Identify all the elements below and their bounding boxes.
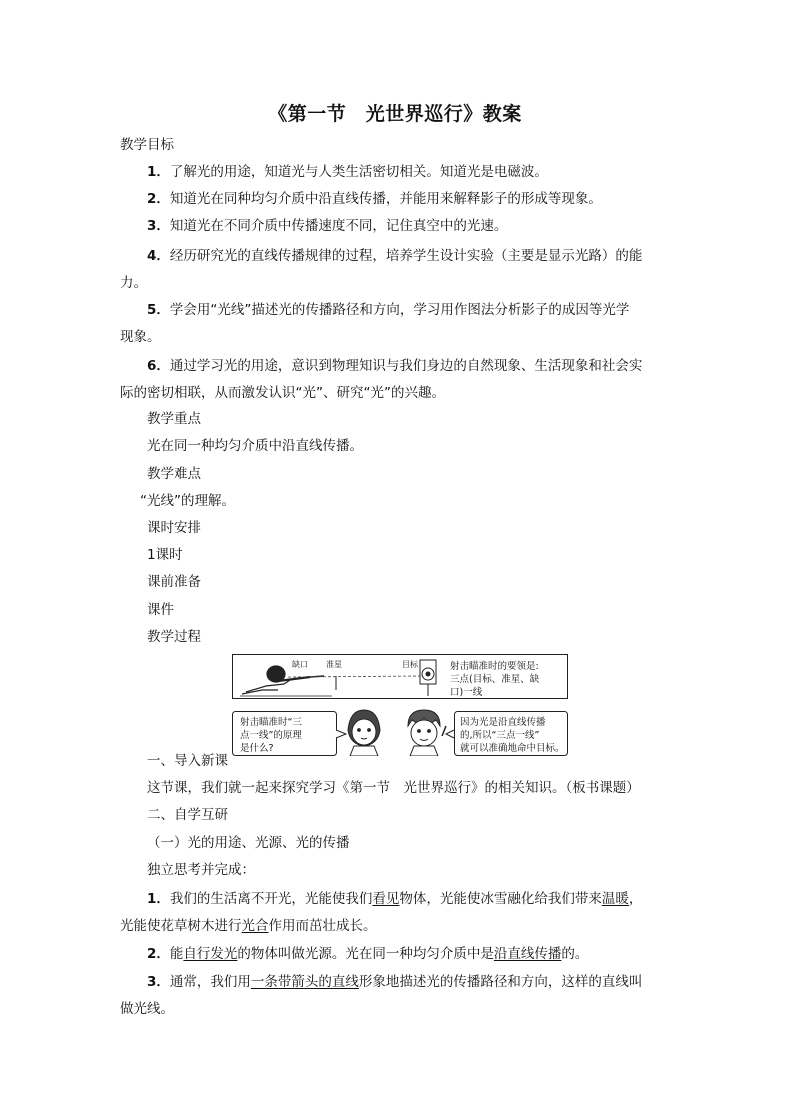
goal-number: 5． (147, 302, 170, 318)
question-number: 1． (147, 891, 170, 907)
goal-text: 经历研究光的直线传播规律的过程，培养学生设计实验（主要是显示光路）的能 (169, 248, 643, 264)
question-item (147, 969, 672, 996)
page-title: 《第一节 光世界巡行》教案 (268, 103, 522, 125)
question-item-continued (120, 913, 672, 940)
tip-line: 射击瞄准时的要领是: (450, 661, 539, 672)
question-text: 形象地描述光的传播路径和方向，这样的直线叫 (358, 974, 643, 990)
answer-blank: 沿直线传播 (493, 946, 562, 962)
question-text: 的。 (561, 946, 589, 962)
goal-text: 学会用“光线”描述光的传播路径和方向，学习用作图法分析影子的成因等光学 (169, 302, 630, 318)
question-item (147, 886, 672, 913)
prep-text: 课件 (147, 602, 174, 618)
goal-number: 3． (147, 218, 170, 234)
question-text: 作用而茁壮成长。 (268, 918, 377, 934)
answer-blank: 一条带箭头的直线 (250, 974, 359, 990)
goal-text: 知道光在不同介质中传播速度不同，记住真空中的光速。 (169, 218, 508, 234)
prep-heading: 课前准备 (147, 574, 201, 590)
goal-text-continued: 际的密切相联，从而激发认识“光”、研究“光”的兴趣。 (120, 385, 445, 401)
section-heading: 二、自学互研 (147, 807, 228, 823)
goal-item (147, 213, 672, 240)
question-number: 2． (147, 946, 170, 962)
instruction-text: 独立思考并完成： (147, 862, 255, 878)
question-line: 射击瞄准时“三 (240, 717, 302, 728)
goal-item (147, 297, 672, 324)
question-line: 是什么? (240, 743, 274, 754)
question-item-continued: 做光线。 (120, 1001, 174, 1017)
question-number: 3． (147, 974, 170, 990)
goal-text-continued: 现象。 (120, 329, 161, 345)
goal-text: 通过学习光的用途，意识到物理知识与我们身边的自然现象、生活现象和社会实 (169, 358, 643, 374)
shooting-aim-illustration (232, 654, 568, 756)
answer-line: 就可以准确地命中目标。 (460, 743, 565, 754)
question-text: 能 (169, 946, 184, 962)
schedule-heading: 课时安排 (147, 520, 201, 536)
tip-line: 口)一线 (450, 687, 483, 698)
subsection-heading: （一）光的用途、光源、光的传播 (147, 835, 350, 851)
question-item (147, 941, 672, 968)
question-text: 的物体叫做光源。光在同一种均匀介质中是 (237, 946, 494, 962)
intro-text: 这节课，我们就一起来探究学习《第一节 光世界巡行》的相关知识。（板书课题） (147, 780, 640, 796)
label-target: 目标 (402, 660, 418, 669)
key-heading: 教学重点 (147, 411, 201, 427)
goal-number: 1． (147, 164, 170, 180)
answer-line: 的,所以“三点一线” (460, 730, 540, 741)
goal-item (147, 159, 672, 186)
goal-item (147, 243, 672, 270)
answer-blank: 看见 (372, 891, 400, 907)
goal-item (147, 353, 672, 380)
goal-text: 了解光的用途，知道光与人类生活密切相关。知道光是电磁波。 (169, 164, 548, 180)
difficult-text: “光线”的理解。 (140, 493, 235, 509)
label-notch: 缺口 (292, 660, 308, 669)
difficult-heading: 教学难点 (147, 466, 201, 482)
section-heading: 一、导入新课 (147, 753, 228, 769)
goal-number: 2． (147, 191, 170, 207)
goals-heading: 教学目标 (120, 137, 174, 153)
answer-blank: 温暖 (601, 891, 629, 907)
question-text: 光能使花草树木进行 (120, 918, 242, 934)
question-line: 点一线”的原理 (240, 730, 302, 741)
question-text: ， (628, 891, 643, 907)
label-sight: 准星 (326, 660, 342, 669)
tip-line: 三点(目标、准星、缺 (450, 674, 540, 685)
answer-line: 因为光是沿直线传播 (460, 717, 546, 728)
question-text: 我们的生活离不开光，光能使我们 (169, 891, 373, 907)
goal-number: 6． (147, 358, 170, 374)
process-heading: 教学过程 (147, 629, 201, 645)
answer-blank: 自行发光 (183, 946, 238, 962)
question-text: 通常，我们用 (169, 974, 251, 990)
key-text: 光在同一种均匀介质中沿直线传播。 (147, 438, 363, 454)
answer-blank: 光合 (241, 918, 269, 934)
question-text: 物体，光能使冰雪融化给我们带来 (399, 891, 602, 907)
goal-text-continued: 力。 (120, 275, 147, 291)
goal-text: 知道光在同种均匀介质中沿直线传播，并能用来解释影子的形成等现象。 (169, 191, 602, 207)
goal-item (147, 186, 672, 213)
goal-number: 4． (147, 248, 170, 264)
schedule-text: 1课时 (147, 547, 183, 563)
